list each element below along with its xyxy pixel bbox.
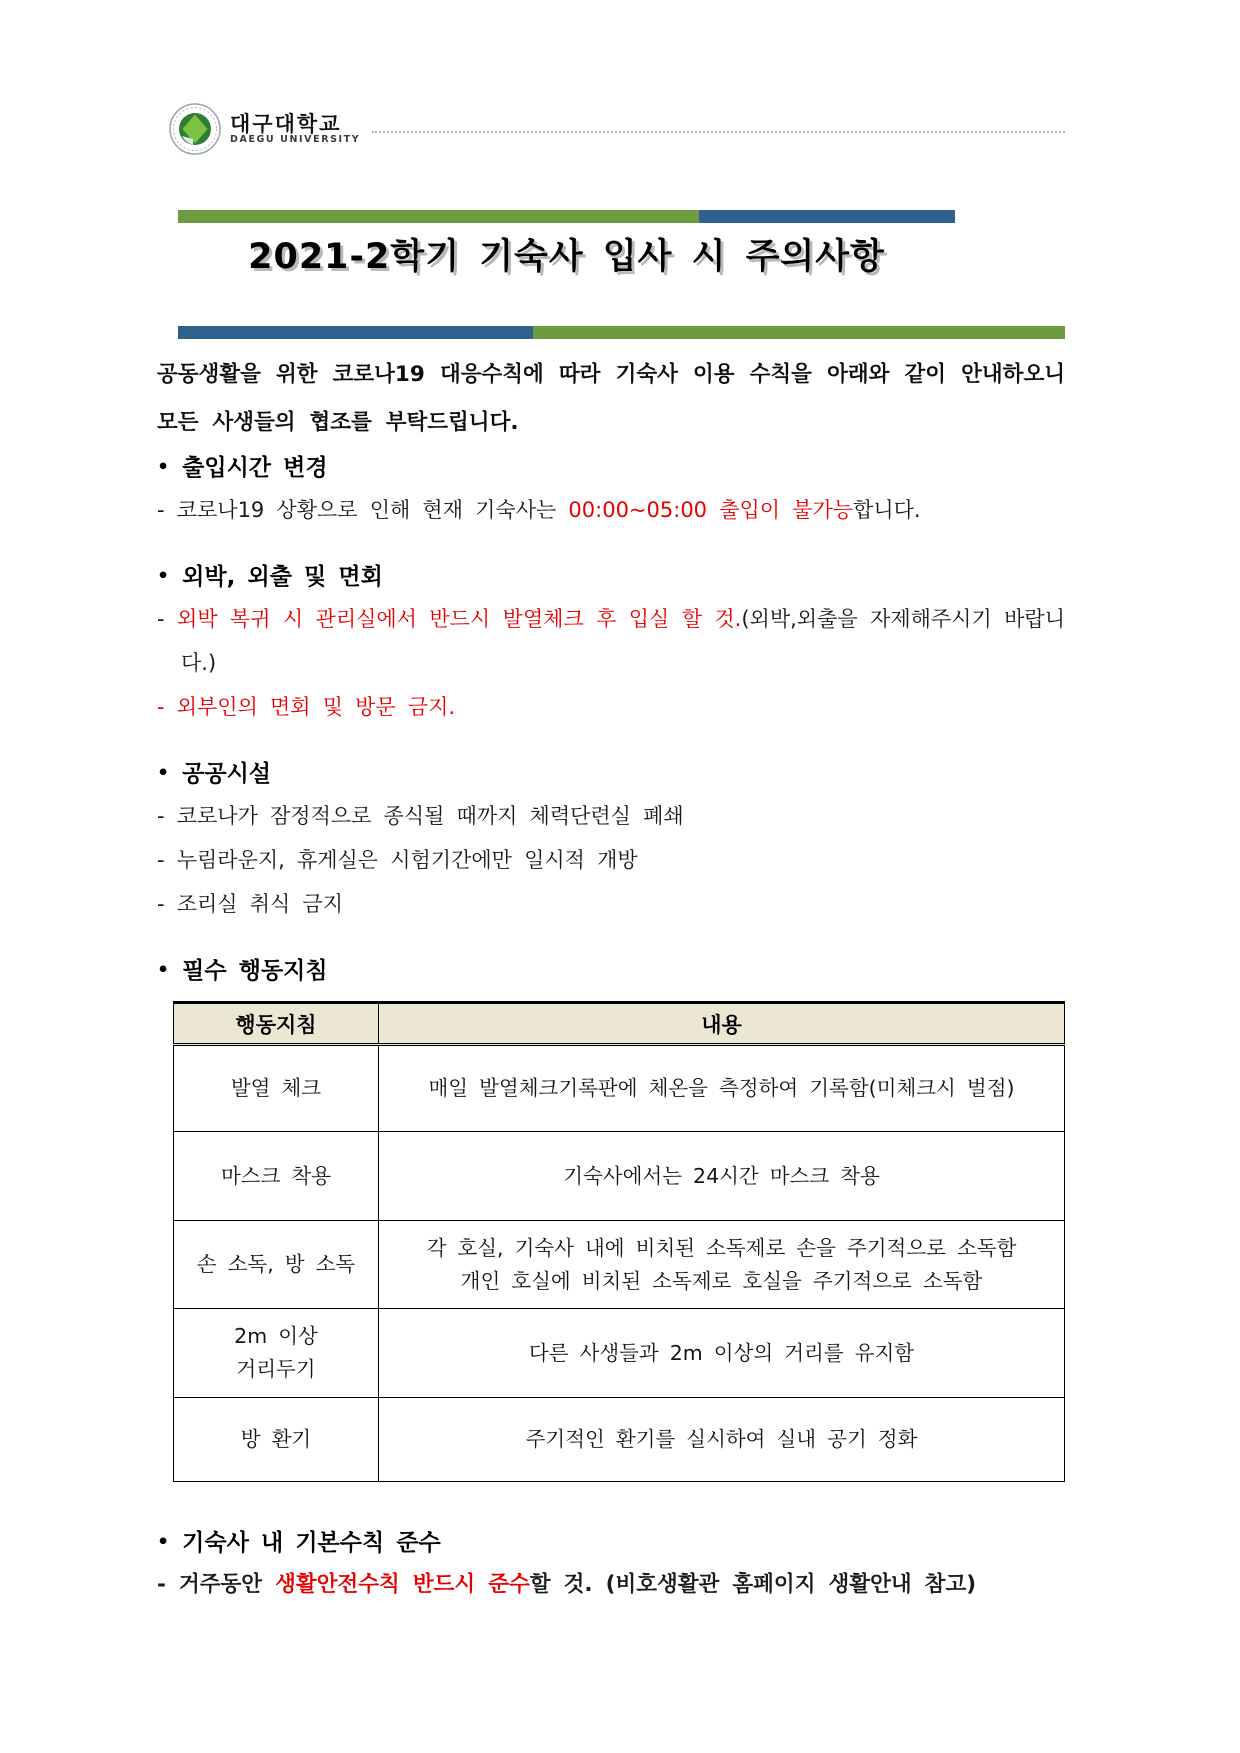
university-name-block	[230, 113, 360, 145]
basic-rules-item	[157, 1563, 1065, 1607]
outing-rule-note: (외박,외출을 자제해주시기 바랍니다.)	[181, 607, 1065, 675]
table-row-temperature-check	[174, 1045, 1065, 1132]
guidelines-table	[173, 1001, 1065, 1482]
bullet-icon: •	[157, 959, 170, 981]
facilities-rule-item-1: - 코로나가 잠정적으로 종식될 때까지 체력단련실 폐쇄	[157, 804, 684, 828]
access-rule-text: - 코로나19 상황으로 인해 현재 기숙사는	[157, 498, 569, 522]
action-cell: 2m 이상 거리두기	[174, 1309, 379, 1398]
bullet-icon: •	[157, 762, 170, 784]
action-cell: 손 소독, 방 소독	[174, 1221, 379, 1309]
table-header-action: 행동지침	[174, 1003, 379, 1045]
bullet-icon: •	[157, 456, 170, 478]
section-basic-rules-heading-label: 기숙사 내 기본수칙 준수	[182, 1530, 441, 1556]
section-outing-heading	[157, 556, 1065, 597]
content-cell: 각 호실, 기숙사 내에 비치된 소독제로 손을 주기적으로 소독함 개인 호실에 비치된 소독제로 호실을 주기적으로 소독함	[379, 1221, 1065, 1309]
accent-bar-second	[178, 326, 1065, 339]
section-facilities-heading	[157, 753, 1065, 794]
dotted-divider	[372, 131, 1065, 133]
bullet-icon: •	[157, 1531, 170, 1553]
table-row-distancing	[174, 1309, 1065, 1398]
university-header	[169, 100, 1065, 158]
university-name-en: DAEGU UNIVERSITY	[230, 134, 361, 146]
page-title: 2021-2학기 기숙사 입사 시 주의사항	[248, 237, 885, 277]
accent-bar-top-blue-segment	[699, 210, 955, 223]
intro-paragraph: 공동생활을 위한 코로나19 대응수칙에 따라 기숙사 이용 수칙을 아래와 같이 안내하오니 모든 사생들의 협조를 부탁드립니다.	[157, 362, 1065, 435]
outing-rule-item-1	[157, 597, 1065, 685]
action-cell: 발열 체크	[174, 1045, 379, 1132]
outing-rule-highlight: 외박 복귀 시 관리실에서 반드시 발열체크 후 입실 할 것.	[176, 607, 742, 631]
daegu-university-logo-icon	[169, 103, 221, 155]
section-facilities-heading-label: 공공시설	[182, 761, 272, 787]
basic-rules-highlight: 생활안전수칙 반드시 준수	[275, 1572, 530, 1597]
section-guidelines-heading-label: 필수 행동지침	[182, 958, 328, 984]
table-header-content: 내용	[379, 1003, 1065, 1045]
content-cell: 주기적인 환기를 실시하여 실내 공기 정화	[379, 1398, 1065, 1482]
table-header-row	[174, 1003, 1065, 1045]
outing-rule-dash: -	[157, 607, 177, 631]
content-cell: 다른 사생들과 2m 이상의 거리를 유지함	[379, 1309, 1065, 1398]
title-block	[178, 210, 955, 282]
outing-rule-item-2	[157, 685, 1065, 729]
facilities-rule-item-3: - 조리실 취식 금지	[157, 892, 343, 916]
accent-bar-top-green-segment	[178, 210, 699, 223]
access-rule-text-end: 합니다.	[853, 498, 921, 522]
accent-bar-second-green-segment	[533, 326, 1065, 339]
section-basic-rules-heading	[157, 1522, 1065, 1563]
facilities-rule-item-2: - 누림라운지, 휴게실은 시험기간에만 일시적 개방	[157, 848, 638, 872]
content-cell: 매일 발열체크기록판에 체온을 측정하여 기록함(미체크시 벌점)	[428, 1076, 1015, 1100]
access-rule-item	[157, 488, 1065, 532]
section-guidelines-heading	[157, 950, 1065, 991]
content-cell: 기숙사에서는 24시간 마스크 착용	[379, 1132, 1065, 1221]
section-outing-heading-label: 외박, 외출 및 면회	[182, 564, 383, 590]
table-row-disinfection	[174, 1221, 1065, 1309]
basic-rules-text-end: 할 것. (비호생활관 홈페이지 생활안내 참고)	[529, 1572, 977, 1597]
section-access-heading-label: 출입시간 변경	[182, 455, 328, 481]
basic-rules-text: - 거주동안	[157, 1572, 276, 1597]
accent-bar-top	[178, 210, 955, 223]
section-access-heading	[157, 447, 1065, 488]
action-cell: 방 환기	[174, 1398, 379, 1482]
visitor-ban-text: - 외부인의 면회 및 방문 금지.	[157, 695, 456, 719]
table-row-ventilation	[174, 1398, 1065, 1482]
bullet-icon: •	[157, 565, 170, 587]
access-rule-highlight: 00:00~05:00 출입이 불가능	[568, 498, 854, 522]
action-cell: 마스크 착용	[174, 1132, 379, 1221]
table-row-mask	[174, 1132, 1065, 1221]
university-name: 대구대학교	[230, 111, 342, 136]
accent-bar-second-blue-segment	[178, 326, 533, 339]
